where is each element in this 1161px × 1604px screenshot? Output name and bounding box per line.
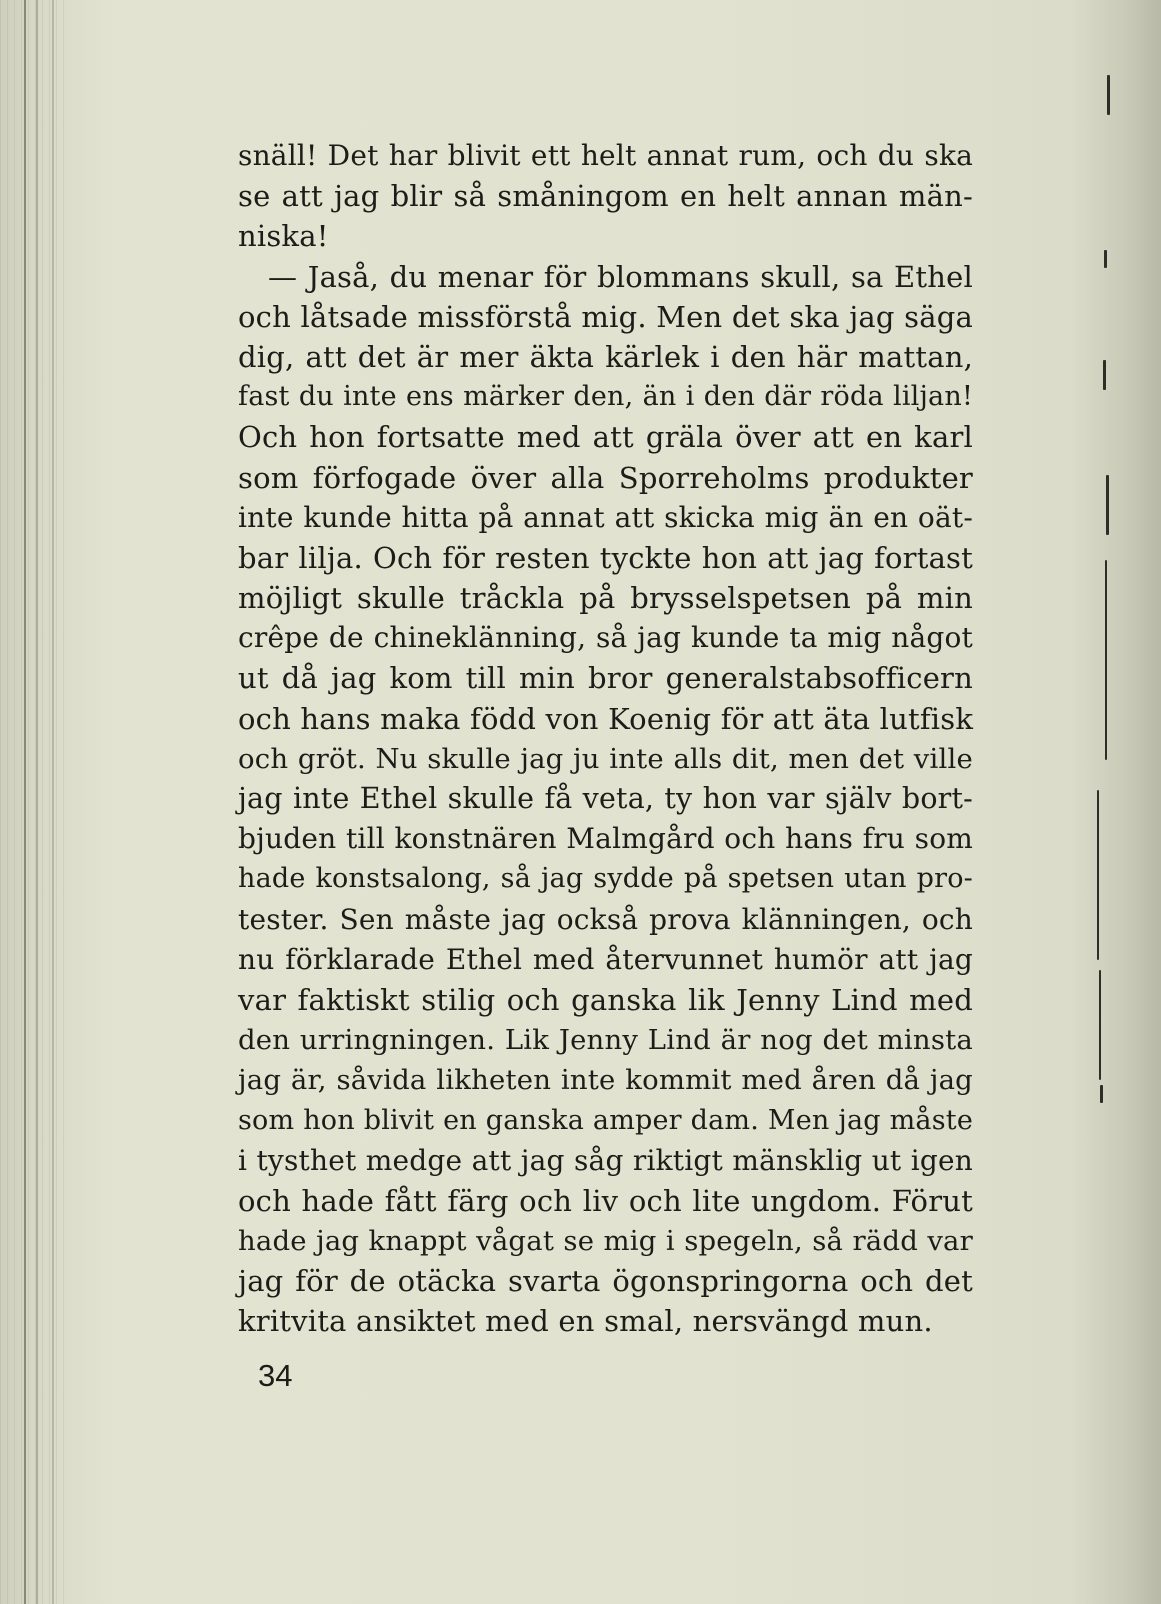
text-line: jag är, såvida likheten inte kommit med åren då jag bbox=[238, 1064, 973, 1097]
text-line: och gröt. Nu skulle jag ju inte alls dit, men det ville bbox=[238, 742, 973, 775]
page-edge-mark bbox=[1097, 790, 1099, 960]
text-line: se att jag blir så småningom en helt annan män- bbox=[238, 179, 973, 214]
text-line: — Jaså, du menar för blommans skull, sa Ethel bbox=[268, 259, 973, 294]
text-line: tester. Sen måste jag också prova klänningen, och bbox=[238, 902, 973, 936]
text-line: ut då jag kom till min bror generalstabsofficern bbox=[238, 661, 973, 696]
text-line: som förfogade över alla Sporreholms produkter bbox=[238, 460, 973, 495]
page-edge-mark bbox=[1099, 970, 1101, 1080]
text-line: bar lilja. Och för resten tyckte hon att jag fortast bbox=[238, 540, 973, 575]
text-line: i tysthet medge att jag såg riktigt mänsklig ut igen bbox=[238, 1143, 973, 1177]
text-line: kritvita ansiktet med en smal, nersvängd mun. bbox=[238, 1304, 933, 1339]
text-line: niska! bbox=[238, 219, 329, 254]
text-line: crêpe de chineklänning, så jag kunde ta mig något bbox=[238, 621, 973, 655]
page-edge-mark bbox=[1107, 75, 1110, 115]
text-line: möjligt skulle tråckla på brysselspetsen på min bbox=[238, 581, 973, 616]
text-line: jag inte Ethel skulle få veta, ty hon var själv bort- bbox=[238, 782, 973, 815]
text-line: dig, att det är mer äkta kärlek i den här mattan, bbox=[238, 339, 973, 374]
text-line: jag för de otäcka svarta ögonspringorna och det bbox=[238, 1264, 973, 1299]
page-edge-mark bbox=[1104, 250, 1107, 268]
page-binding-shadow bbox=[0, 0, 70, 1604]
text-line: hade jag knappt vågat se mig i spegeln, så rädd var bbox=[238, 1225, 973, 1258]
text-line: och hans maka född von Koenig för att äta lutfisk bbox=[238, 701, 974, 736]
body-text bbox=[238, 136, 973, 1342]
text-line: och låtsade missförstå mig. Men det ska jag säga bbox=[238, 299, 973, 334]
text-line: bjuden till konstnären Malmgård och hans fru som bbox=[238, 822, 973, 856]
text-line: Och hon fortsatte med att gräla över att en karl bbox=[238, 420, 973, 455]
text-line: var faktiskt stilig och ganska lik Jenny Lind med bbox=[238, 982, 973, 1017]
page-edge-shadow bbox=[1071, 0, 1161, 1604]
page-number: 34 bbox=[258, 1358, 293, 1393]
page-edge-mark bbox=[1103, 360, 1106, 390]
text-line: den urringningen. Lik Jenny Lind är nog det minsta bbox=[238, 1024, 973, 1057]
binding-edge-line bbox=[36, 0, 38, 1604]
text-line: som hon blivit en ganska amper dam. Men jag måste bbox=[238, 1104, 973, 1136]
page-edge-mark bbox=[1106, 475, 1109, 535]
text-line: nu förklarade Ethel med återvunnet humör att jag bbox=[238, 942, 973, 976]
text-line: och hade fått färg och liv och lite ungdom. Förut bbox=[238, 1183, 973, 1218]
text-line: snäll! Det har blivit ett helt annat rum, och du ska bbox=[238, 139, 973, 172]
text-line: inte kunde hitta på annat att skicka mig än en oät- bbox=[238, 500, 973, 534]
binding-edge-line bbox=[52, 0, 54, 1604]
text-line: hade konstsalong, så jag sydde på spetsen utan pro- bbox=[238, 863, 973, 895]
page-edge-mark bbox=[1105, 560, 1107, 760]
text-line: fast du inte ens märker den, än i den där röda liljan! bbox=[238, 381, 973, 413]
page-edge-mark bbox=[1100, 1085, 1103, 1103]
binding-edge-line bbox=[24, 0, 26, 1604]
